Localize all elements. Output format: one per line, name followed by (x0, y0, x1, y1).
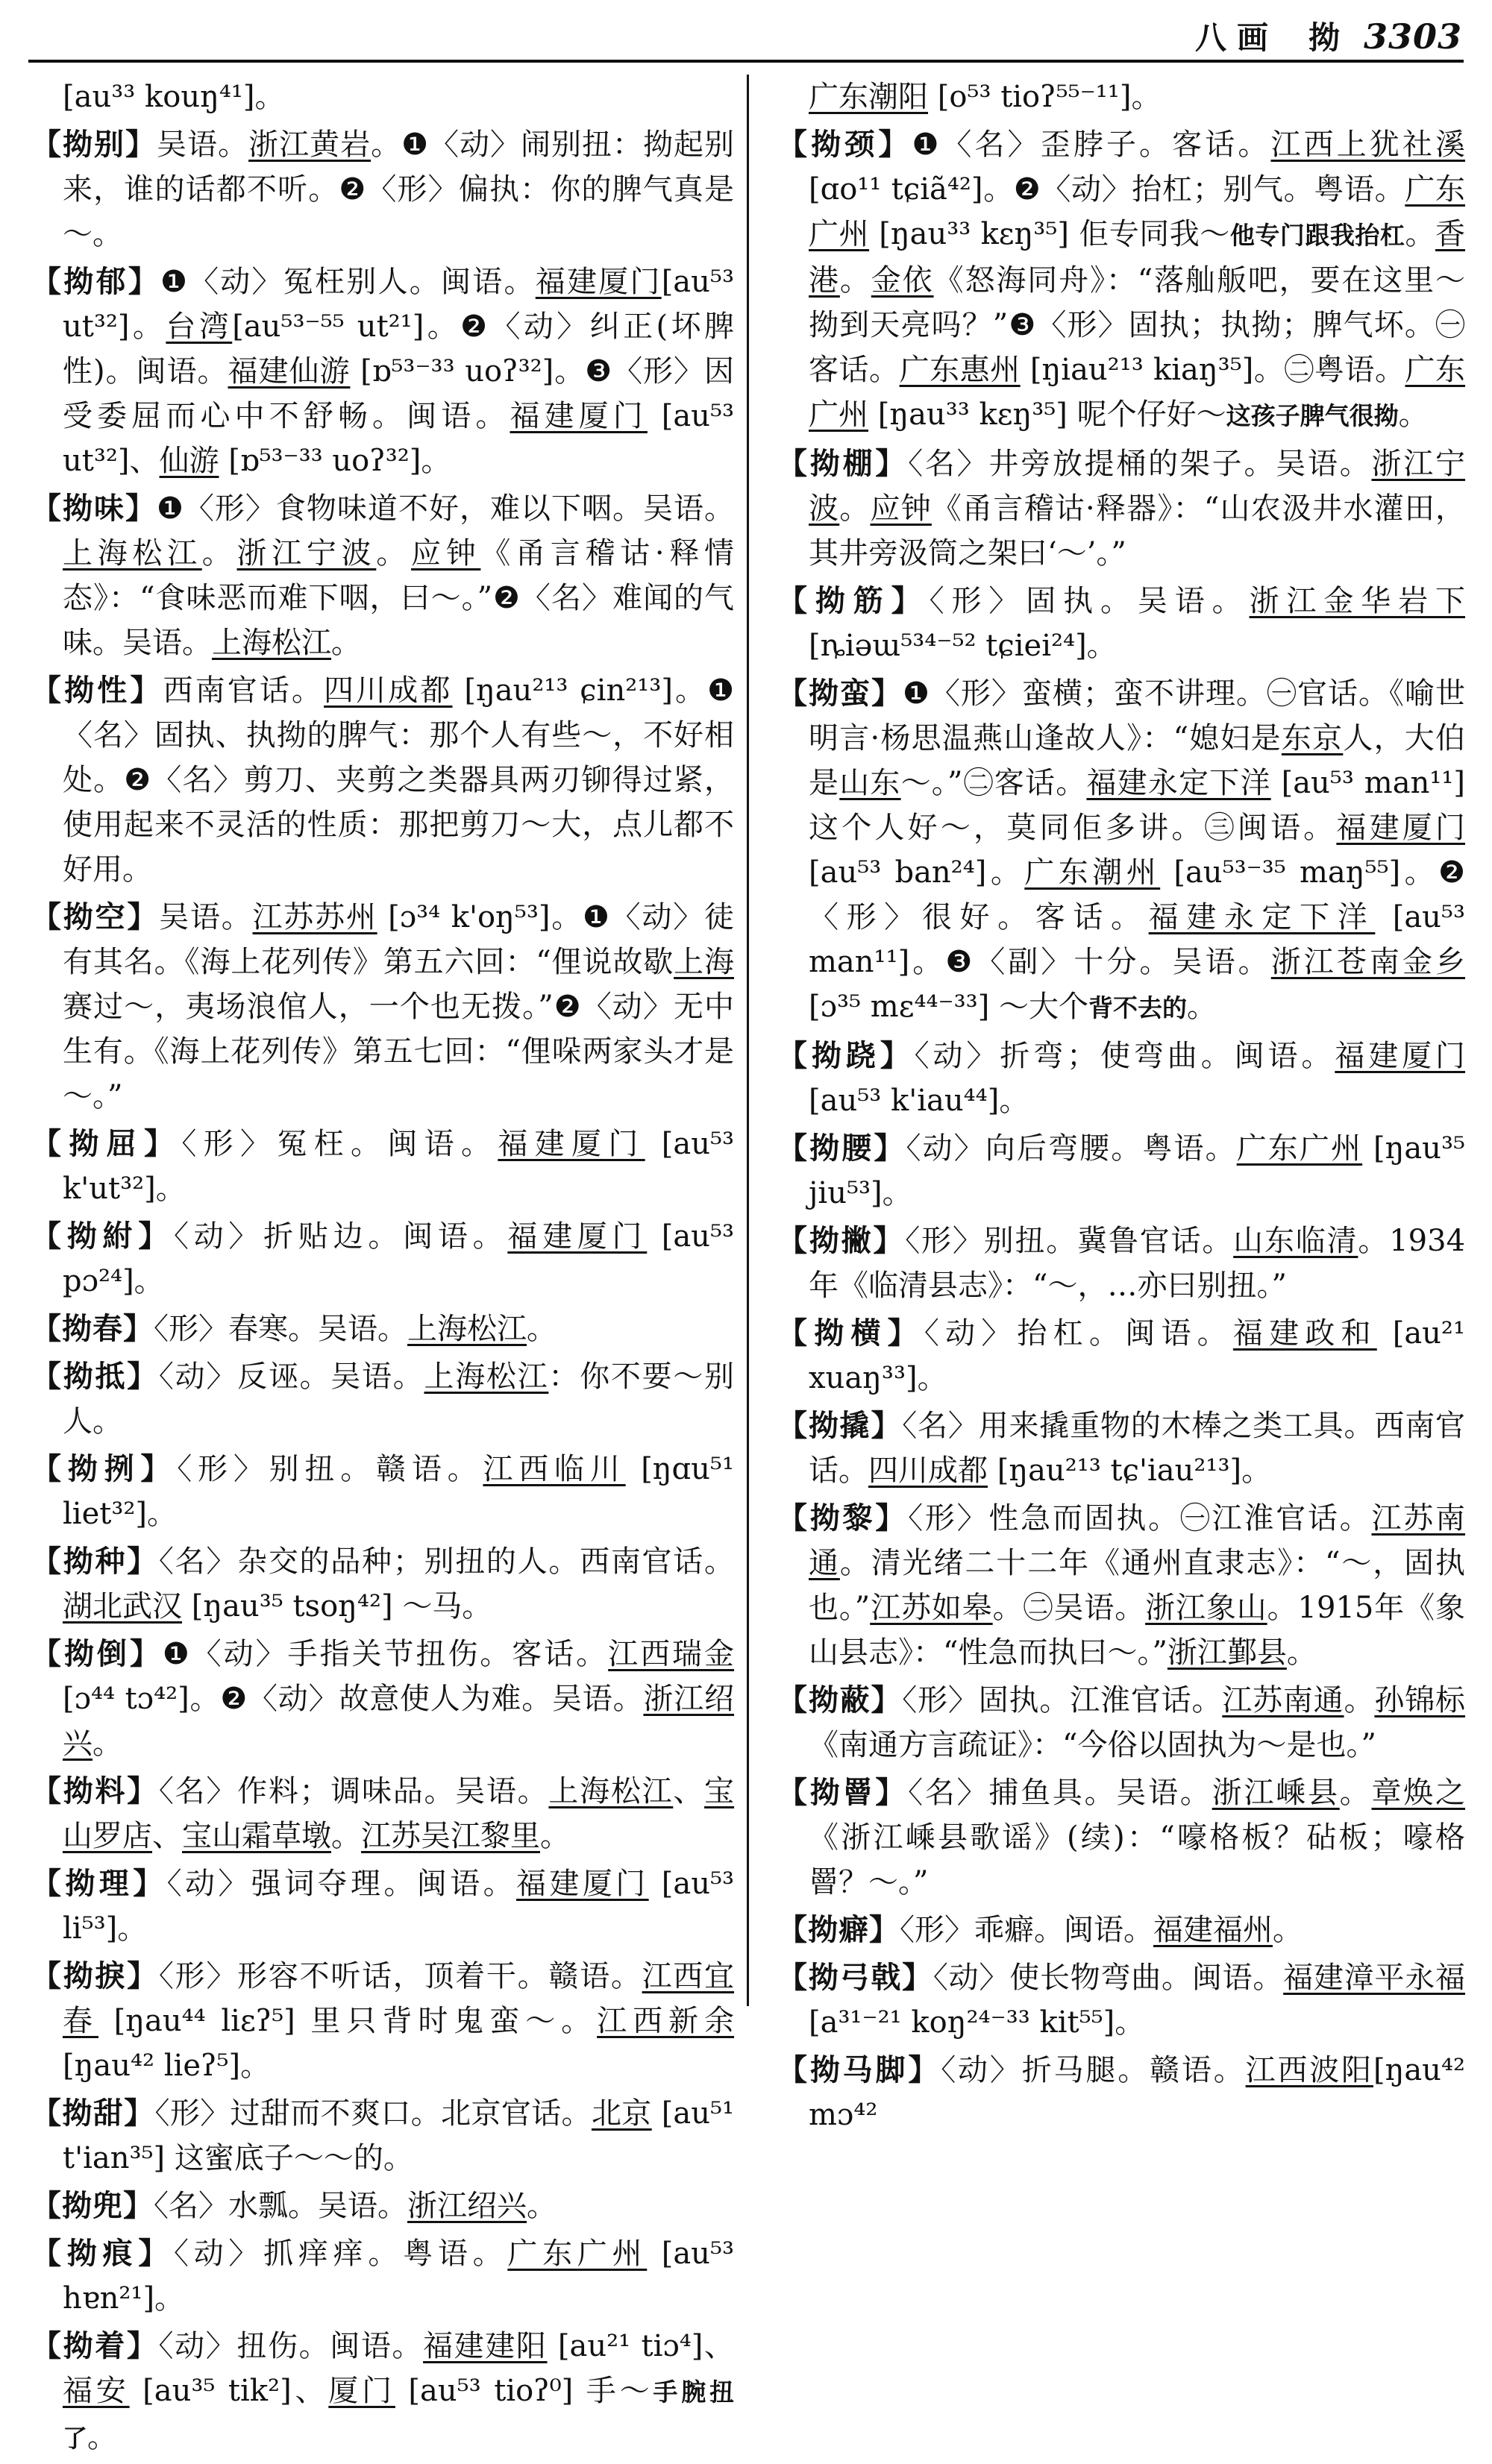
proper-noun-underline: 北京 (591, 2096, 652, 2131)
entry-headword: 【拗腰】 (777, 1131, 906, 1166)
entry-headword: 【拗理】 (31, 1866, 167, 1901)
entry-headword: 【拗着】 (31, 2328, 159, 2363)
proper-noun-underline: 宝山罗店 (63, 1774, 735, 1853)
entry-headword: 【拗挒】 (31, 1451, 178, 1486)
header-rule (28, 60, 1464, 63)
proper-noun-underline: 江苏南通 (809, 1501, 1466, 1580)
proper-noun-underline: 上海松江 (424, 1360, 549, 1394)
proper-noun-underline: 浙江黄岩 (248, 128, 372, 162)
entry-headword: 【拗抵】 (31, 1359, 159, 1394)
proper-noun-underline: 江苏如皋 (870, 1591, 993, 1625)
proper-noun-underline: 福安 (63, 2374, 130, 2408)
proper-noun-underline: 台湾 (166, 309, 233, 344)
entry-headword: 【拗料】 (31, 1773, 159, 1808)
dict-entry (777, 1955, 1465, 2045)
proper-noun-underline: 福建厦门 (1336, 811, 1466, 845)
dict-entry (777, 1034, 1465, 1123)
dict-entry (31, 1447, 734, 1536)
entry-body: 〈动〉强词夺理。闽语。福建厦门 [au⁵³ li⁵³]。 (63, 1867, 735, 1946)
proper-noun-underline: 浙江鄞县 (1167, 1635, 1287, 1670)
proper-noun-underline: 东京 (1281, 721, 1344, 755)
proper-noun-underline: 湖北武汉 (63, 1589, 182, 1624)
entry-body: 〈名〉杂交的品种；别扭的人。西南官话。湖北武汉 [ŋau³⁵ tsoŋ⁴²] ～马。 (63, 1544, 735, 1624)
entry-body: 〈动〉反诬。吴语。上海松江：你不要～别人。 (63, 1360, 735, 1439)
entry-headword: 【拗马脚】 (777, 2052, 941, 2087)
dict-entry (31, 2091, 734, 2181)
right-column (777, 75, 1465, 2140)
proper-noun-underline: 上海松江 (63, 536, 202, 571)
proper-noun-underline: 福建政和 (1232, 1316, 1377, 1351)
proper-noun-underline: 广东潮州 (1024, 855, 1161, 890)
dict-entry (31, 1539, 734, 1629)
proper-noun-underline: 山东 (839, 766, 901, 800)
proper-noun-underline: 福建建阳 (423, 2329, 548, 2363)
dict-entry (31, 2324, 734, 2461)
left-column (31, 75, 734, 2464)
proper-noun-underline: 江苏吴江黎里 (361, 1819, 540, 1853)
entry-body: 〈动〉向后弯腰。粤语。广东广州 [ŋau³⁵ jiu⁵³]。 (809, 1131, 1466, 1210)
proper-noun-underline: 应钟 (870, 491, 932, 526)
entry-body: 〈形〉冤枉。闽语。福建厦门 [au⁵³ k'ut³²]。 (63, 1127, 735, 1206)
proper-noun-underline: 江西临川 (483, 1452, 626, 1486)
entry-body: 〈形〉固执。江淮官话。江苏南通。孙锦标《南通方言疏证》：“今俗以固执为～是也。” (809, 1683, 1466, 1762)
entry-headword: 【拗捩】 (31, 1958, 159, 1993)
proper-noun-underline: 上海松江 (212, 626, 331, 660)
dict-entry (31, 1214, 734, 1304)
proper-noun-underline: 广东广州 (809, 172, 1466, 251)
proper-noun-underline: 江西瑞金 (608, 1637, 735, 1671)
entry-body: 〈动〉折弯；使弯曲。闽语。福建厦门 [au⁵³ k'iau⁴⁴]。 (809, 1039, 1466, 1118)
example-gloss: 他专门跟我抬杠 (1229, 221, 1405, 250)
proper-noun-underline: 广东广州 (809, 353, 1466, 432)
dict-entry (777, 1311, 1465, 1401)
proper-noun-underline: 福建仙游 (228, 354, 351, 389)
dict-entry (31, 260, 734, 483)
entry-body: 〈形〉形容不听话，顶着干。赣语。江西宜春 [ŋau⁴⁴ liɛʔ⁵] 里只背时鬼蛮～。江西新余 [ŋau⁴² lieʔ⁵]。 (63, 1959, 735, 2083)
example-gloss: 手腕扭了 (63, 2377, 735, 2453)
entry-headword: 【拗紨】 (31, 1219, 174, 1254)
entry-headword: 【拗颈】 (777, 127, 912, 162)
proper-noun-underline: 江西宜春 (63, 1959, 735, 2038)
entry-headword: 【拗痕】 (31, 2236, 174, 2271)
entry-headword: 【拗别】 (31, 127, 157, 162)
dict-entry (777, 1404, 1465, 1493)
entry-body: [au³³ kouŋ⁴¹]。 (63, 80, 285, 114)
dict-entry (31, 895, 734, 1119)
proper-noun-underline: 山东临清 (1233, 1224, 1358, 1258)
proper-noun-underline: 浙江金华岩下 (1249, 584, 1466, 618)
dict-entry (31, 1954, 734, 2088)
entry-body: 〈形〉别扭。冀鲁官话。山东临清。1934年《临清县志》：“～，…亦曰别扭。” (809, 1224, 1466, 1303)
entry-headword: 【拗蔽】 (777, 1682, 903, 1717)
proper-noun-underline: 福建厦门 (1335, 1039, 1466, 1073)
entry-body: ❶〈动〉手指关节扭伤。客话。江西瑞金 [ɔ⁴⁴ tɔ⁴²]。❷〈动〉故意使人为难。吴语。浙江绍兴。 (63, 1637, 735, 1761)
dict-entry (777, 1126, 1465, 1216)
proper-noun-underline: 福建厦门 (510, 399, 648, 433)
proper-noun-underline: 江西新余 (597, 2004, 735, 2038)
dict-entry (31, 122, 734, 257)
entry-headword: 【拗弓戟】 (777, 1960, 933, 1995)
proper-noun-underline: 江苏南通 (1222, 1683, 1344, 1717)
dict-entry (31, 486, 734, 665)
entry-body: 〈动〉扭伤。闽语。福建建阳 [au²¹ tiɔ⁴]、福安 [au³⁵ tik²]、厦门 [au⁵³ tioʔ⁰] 手～手腕扭了。 (63, 2329, 735, 2454)
entry-headword: 【拗撇】 (777, 1223, 906, 1258)
proper-noun-underline: 仙游 (159, 444, 219, 478)
proper-noun-underline: 浙江嵊县 (1212, 1776, 1340, 1810)
entry-body: 西南官话。四川成都 [ŋau²¹³ ɕin²¹³]。❶〈名〉固执、执拗的脾气：那个人有些～，不好相处。❷〈名〉剪刀、夹剪之类器具两刃铆得过紧，使用起来不灵活的性质：那把剪刀～大，点儿都不好用。 (63, 673, 735, 887)
dict-entry (31, 1861, 734, 1951)
proper-noun-underline: 厦门 (328, 2374, 395, 2408)
page-number: 3303 (1363, 16, 1462, 57)
proper-noun-underline: 浙江宁波 (809, 447, 1466, 526)
example-gloss: 背不去的 (1088, 993, 1188, 1022)
entry-body: 〈形〉固执。吴语。浙江金华岩下 [ȵiəɯ⁵³⁴⁻⁵² tɕiei²⁴]。 (809, 584, 1466, 663)
dict-entry (777, 122, 1465, 439)
entry-headword: 【拗蛮】 (777, 676, 903, 711)
dict-entry (777, 1496, 1465, 1675)
dict-entry (31, 1307, 734, 1351)
proper-noun-underline: 福建漳平永福 (1283, 1961, 1466, 1995)
entry-body: 广东潮阳 [o⁵³ tioʔ⁵⁵⁻¹¹]。 (809, 80, 1162, 114)
page-header (30, 13, 1462, 58)
section-head-char: 拗 (1308, 19, 1341, 56)
entry-headword: 【拗种】 (31, 1544, 159, 1579)
dict-entry (777, 1219, 1465, 1308)
dict-entry (31, 2184, 734, 2228)
proper-noun-underline: 四川成都 (868, 1453, 988, 1488)
entry-body: 〈名〉水瓢。吴语。浙江绍兴。 (154, 2189, 557, 2223)
entry-headword: 【拗郁】 (31, 264, 160, 299)
dict-entry (31, 1122, 734, 1211)
entry-body: ❶〈动〉冤枉别人。闽语。福建厦门[au⁵³ ut³²]。台湾[au⁵³⁻⁵⁵ ut²¹]。❷〈动〉纠正(坏脾性)。闽语。福建仙游 [ɒ⁵³⁻³³ uoʔ³²]。❸〈形〉因受委屈而心中不舒畅。闽语。福建厦门 [au⁵³ ut³²]、仙游 [ɒ⁵³⁻³³ uoʔ³²]。 (63, 265, 735, 478)
dict-entry (31, 2231, 734, 2321)
proper-noun-underline: 四川成都 (324, 673, 453, 708)
dict-entry (777, 1678, 1465, 1767)
entry-headword: 【拗棚】 (777, 446, 909, 481)
proper-noun-underline: 浙江绍兴 (63, 1682, 735, 1761)
proper-noun-underline: 浙江苍南金乡 (1270, 945, 1466, 979)
proper-noun-underline: 上海松江 (548, 1774, 674, 1808)
dict-entry-continuation (31, 75, 734, 119)
entry-body: ❶〈形〉蛮横；蛮不讲理。㊀官话。《喻世明言·杨思温燕山逢故人》：“媳妇是东京人，大伯是山东～。”㊁客话。福建永定下洋 [au⁵³ man¹¹] 这个人好～，莫同佢多讲。㊂闽语。福建厦门 [au⁵³ ban²⁴]。广东潮州 [au⁵³⁻³⁵ maŋ⁵⁵]。❷〈形〉很好。客话。福建永定下洋 [au⁵³ man¹¹]。❸〈副〉十分。吴语。浙江苍南金乡 [ɔ³⁵ mɛ⁴⁴⁻³³] ～大个背不去的。 (809, 676, 1466, 1024)
proper-noun-underline: 浙江绍兴 (407, 2189, 527, 2223)
proper-noun-underline: 广东惠州 (899, 353, 1021, 387)
example-gloss: 这孩子脾气很拗 (1226, 401, 1399, 430)
dict-entry (31, 1632, 734, 1766)
entry-headword: 【拗兜】 (31, 2188, 154, 2223)
proper-noun-underline: 福建永定下洋 (1148, 900, 1376, 934)
entry-headword: 【拗性】 (31, 673, 163, 708)
dict-entry (777, 671, 1465, 1031)
entry-body: 〈名〉用来撬重物的木棒之类工具。西南官话。四川成都 [ŋau²¹³ tɕ'iau²¹³]。 (809, 1409, 1466, 1488)
proper-noun-underline: 广东广州 (507, 2237, 648, 2271)
entry-body: 〈形〉春寒。吴语。上海松江。 (154, 1312, 557, 1346)
dict-entry (777, 579, 1465, 668)
entry-headword: 【拗撬】 (777, 1408, 903, 1443)
dict-entry (777, 1770, 1465, 1905)
entry-body: 吴语。江苏苏州 [ɔ³⁴ k'oŋ⁵³]。❶〈动〉徒有其名。《海上花列传》第五六回：“俚说故歇上海赛过～，夷场浪倌人，一个也无拨。”❷〈动〉无中生有。《海上花列传》第五七回：“俚哚两家头才是～。” (63, 900, 735, 1113)
column-divider (747, 75, 749, 2006)
dict-entry (31, 1354, 734, 1444)
entry-headword: 【拗黎】 (777, 1500, 909, 1536)
proper-noun-underline: 应钟 (411, 536, 481, 571)
proper-noun-underline: 金依 (871, 263, 934, 298)
proper-noun-underline: 上海 (674, 945, 734, 979)
entry-headword: 【拗癖】 (777, 1912, 900, 1947)
dict-entry (31, 668, 734, 892)
proper-noun-underline: 江苏苏州 (252, 900, 377, 934)
proper-noun-underline: 章焕之 (1371, 1776, 1466, 1810)
entry-body: 〈动〉抬杠。闽语。福建政和 [au²¹ xuaŋ³³]。 (809, 1316, 1466, 1395)
entry-body: 〈形〉别扭。赣语。江西临川 [ŋɑu⁵¹ liet³²]。 (63, 1452, 734, 1531)
entry-headword: 【拗横】 (777, 1316, 924, 1351)
entry-headword: 【拗春】 (31, 1311, 154, 1346)
entry-headword: 【拗味】 (31, 491, 157, 526)
proper-noun-underline: 上海松江 (407, 1312, 527, 1346)
dict-entry (31, 1769, 734, 1858)
proper-noun-underline: 浙江宁波 (236, 536, 377, 571)
proper-noun-underline: 福建厦门 (498, 1127, 645, 1161)
proper-noun-underline: 香港 (809, 217, 1466, 298)
entry-body: 〈名〉井旁放提桶的架子。吴语。浙江宁波。应钟《甬言稽诂·释器》：“山农汲井水灌田，其井旁汲筒之架曰‘～’。” (809, 447, 1466, 571)
proper-noun-underline: 浙江象山 (1145, 1591, 1267, 1625)
proper-noun-underline: 福建厦门 (516, 1867, 649, 1901)
proper-noun-underline: 孙锦标 (1374, 1683, 1466, 1717)
dict-entry-continuation (777, 75, 1465, 119)
entry-body: 〈形〉性急而固执。㊀江淮官话。江苏南通。清光绪二十二年《通州直隶志》：“～，固执也。”江苏如皋。㊁吴语。浙江象山。1915年《象山县志》：“性急而执曰～。”浙江鄞县。 (809, 1501, 1466, 1670)
proper-noun-underline: 福建永定下洋 (1086, 766, 1271, 800)
entry-body: 〈形〉乖癖。闽语。福建福州。 (900, 1913, 1303, 1947)
entry-body: 〈动〉抓痒痒。粤语。广东广州 [au⁵³ hɐn²¹]。 (63, 2237, 735, 2316)
entry-headword: 【拗跷】 (777, 1038, 915, 1073)
entry-headword: 【拗倒】 (31, 1636, 163, 1671)
entry-headword: 【拗罾】 (777, 1775, 909, 1810)
entry-body: 〈名〉作料；调味品。吴语。上海松江、宝山罗店、宝山霜草墩。江苏吴江黎里。 (63, 1774, 735, 1853)
section-label: 八画 (1194, 19, 1279, 56)
proper-noun-underline: 江西波阳 (1245, 2053, 1373, 2087)
proper-noun-underline: 广东广州 (1236, 1131, 1363, 1166)
entry-headword: 【拗甜】 (31, 2096, 155, 2131)
entry-body: 吴语。浙江黄岩。❶〈动〉闹别扭：拗起别来，谁的话都不听。❷〈形〉偏执：你的脾气真是～。 (63, 128, 735, 251)
proper-noun-underline: 广东潮阳 (809, 80, 928, 114)
proper-noun-underline: 宝山霜草墩 (182, 1819, 331, 1853)
entry-body: 〈形〉过甜而不爽口。北京官话。北京 [au⁵¹ t'ian³⁵] 这蜜底子～～的。 (63, 2096, 735, 2175)
entry-body: ❶〈形〉食物味道不好，难以下咽。吴语。上海松江。浙江宁波。应钟《甬言稽诂·释情态》：“食味恶而难下咽，曰～。”❷〈名〉难闻的气味。吴语。上海松江。 (63, 491, 735, 660)
proper-noun-underline: 江西上犹社溪 (1270, 128, 1466, 162)
entry-body: 〈动〉折贴边。闽语。福建厦门 [au⁵³ pɔ²⁴]。 (63, 1219, 735, 1298)
entry-headword: 【拗空】 (31, 899, 160, 934)
proper-noun-underline: 福建福州 (1153, 1913, 1273, 1947)
entry-body: ❶〈名〉歪脖子。客话。江西上犹社溪 [ɑo¹¹ tɕiã⁴²]。❷〈动〉抬杠；别气。粤语。广东广州 [ŋau³³ kɛŋ³⁵] 佢专同我～他专门跟我抬杠。香港。金依《怒海同舟》：“落舢舨吧，要在这里～拗到天亮吗？”❸〈形〉固执；执拗；脾气坏。㊀客话。广东惠州 [ŋiau²¹³ kiaŋ³⁵]。㊁粤语。广东广州 [ŋau³³ kɛŋ³⁵] 呢个仔好～这孩子脾气很拗。 (809, 128, 1466, 432)
proper-noun-underline: 福建厦门 (535, 265, 662, 299)
entry-headword: 【拗屈】 (31, 1126, 182, 1161)
entry-body: 〈名〉捕鱼具。吴语。浙江嵊县。章焕之《浙江嵊县歌谣》(续)：“嚎格板？砧板；嚎格罾？～。” (809, 1776, 1466, 1899)
dict-entry (777, 1908, 1465, 1952)
proper-noun-underline: 福建厦门 (507, 1219, 648, 1254)
dict-entry (777, 2048, 1465, 2137)
entry-body: 〈动〉折马腿。赣语。江西波阳[ŋau⁴² mɔ⁴² (809, 2053, 1466, 2132)
dict-entry (777, 441, 1465, 576)
entry-headword: 【拗筋】 (777, 583, 930, 618)
entry-body: 〈动〉使长物弯曲。闽语。福建漳平永福 [a³¹⁻²¹ koŋ²⁴⁻³³ kit⁵⁵]。 (809, 1961, 1466, 2040)
